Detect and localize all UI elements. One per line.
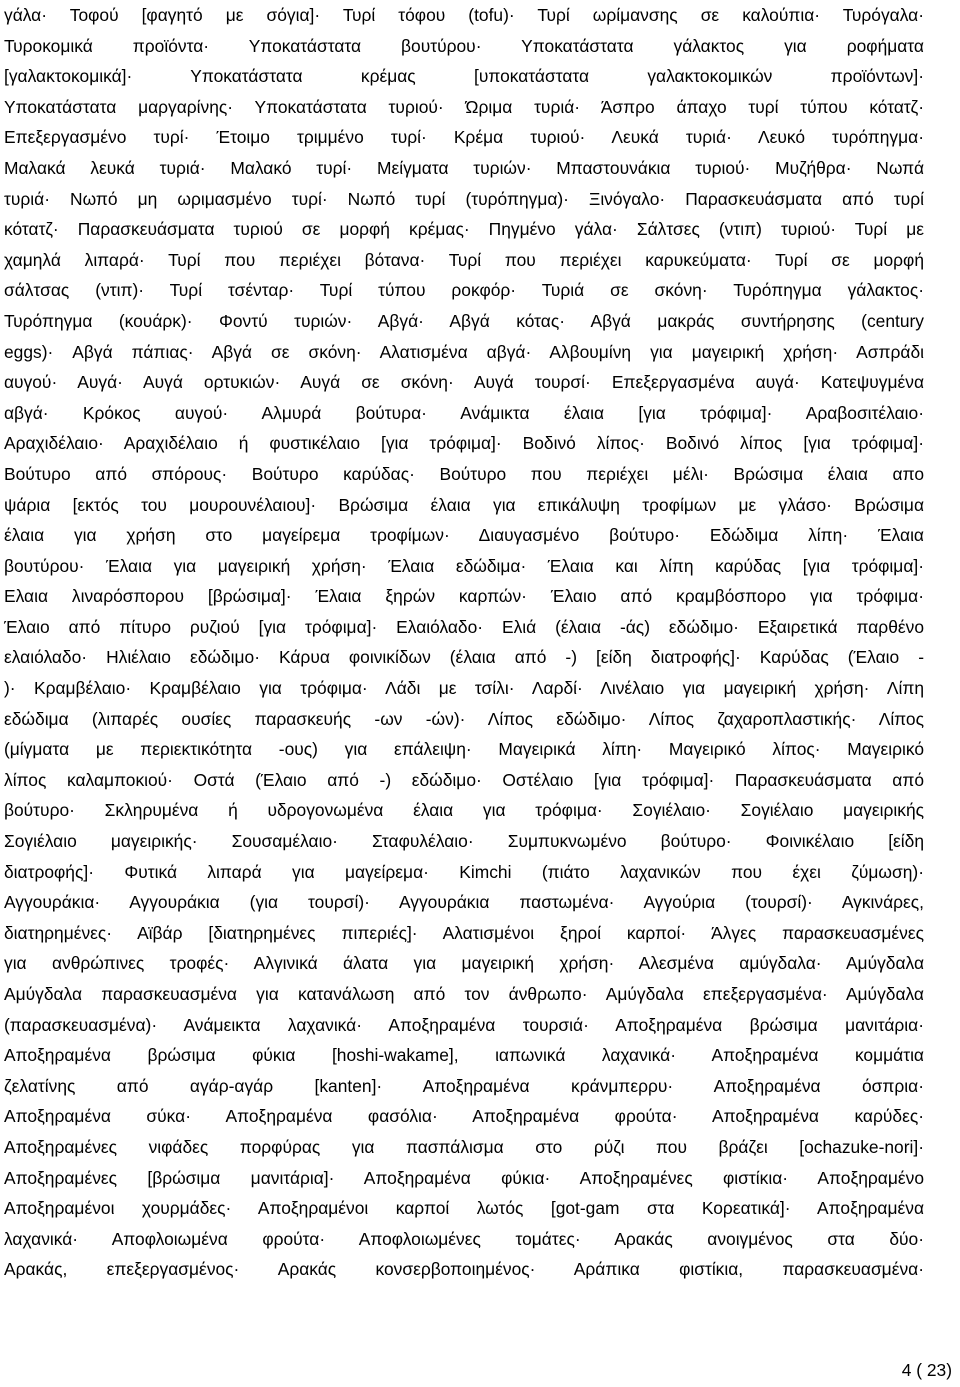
text-line: Αμύγδαλα παρασκευασμένα για κατανάλωση από τον άνθρωπο· Αμύγδαλα επεξεργασμένα· Αμύγδαλα bbox=[4, 984, 924, 1004]
text-line: λαχανικά· Αποφλοιωμένα φρούτα· Αποφλοιωμένες τομάτες· Αρακάς ανοιγμένος στα δύο· bbox=[4, 1228, 924, 1249]
text-line: ζελατίνης από αγάρ-αγάρ [kanten]· Αποξηραμένα κράνμπερρυ· Αποξηραμένα όσπρια· bbox=[4, 1075, 924, 1096]
text-line: έλαια για χρήση στο μαγείρεμα τροφίμων· Διαυγασμένο βούτυρο· Εδώδιμα λίπη· Έλαια bbox=[4, 525, 924, 546]
text-line: Επεξεργασμένο τυρί· Έτοιμο τριμμένο τυρί· Κρέμα τυριού· Λευκά τυριά· Λευκό τυρόπηγμα· bbox=[4, 127, 924, 148]
text-line: [γαλακτοκομικά]· Υποκατάστατα κρέμας [υποκατάστατα γαλακτοκομικών προϊόντων]· bbox=[4, 66, 924, 87]
text-line: αυγού· Αυγά· Αυγά ορτυκιών· Αυγά σε σκόνη· Αυγά τουρσί· Επεξεργασμένα αυγά· Κατεψυγμένα bbox=[4, 372, 924, 393]
text-line: γάλα· Τοφού [φαγητό με σόγια]· Τυρί τόφου (tofu)· Τυρί ωρίμανσης σε καλούπια· Τυρόγαλα· bbox=[4, 5, 924, 25]
text-line: Υποκατάστατα μαργαρίνης· Υποκατάστατα τυριού· Ώριμα τυριά· Άσπρο άπαχο τυρί τύπου κότατζ· bbox=[4, 96, 924, 117]
text-line: τυριά· Νωπό μη ωριμασμένο τυρί· Νωπό τυρί (τυρόπηγμα)· Ξινόγαλο· Παρασκευάσματα από τυρί bbox=[4, 188, 924, 209]
text-line: Σογιέλαιο μαγειρικής· Σουσαμέλαιο· Σταφυλέλαιο· Συμπυκνωμένο βούτυρο· Φοινικέλαιο [είδη bbox=[4, 831, 924, 852]
text-line: ελαιόλαδο· Ηλιέλαιο εδώδιμο· Κάρυα φοινικίδων (έλαια από -) [είδη διατροφής]· Καρύδας (Έλαιο - bbox=[4, 647, 924, 668]
text-line: εδώδιμα (λιπαρές ουσίες παρασκευής -ων -ών)· Λίπος εδώδιμο· Λίπος ζαχαροπλαστικής· Λίπος bbox=[4, 708, 924, 729]
text-line: σάλτσας (ντιπ)· Τυρί τσένταρ· Τυρί τύπου ροκφόρ· Τυριά σε σκόνη· Τυρόπηγμα γάλακτος· bbox=[4, 280, 924, 301]
text-line: Αποξηραμένες [βρώσιμα μανιτάρια]· Αποξηραμένα φύκια· Αποξηραμένες φιστίκια· Αποξηραμένο bbox=[4, 1167, 924, 1188]
text-line: διατροφής]· Φυτικά λιπαρά για μαγείρεμα· Kimchi (πιάτο λαχανικών που έχει ζύμωση)· bbox=[4, 861, 924, 882]
page-number: 4 ( 23) bbox=[901, 1360, 952, 1380]
text-line: Αποξηραμένες νιφάδες πορφύρας για πασπάλισμα στο ρύζι που βράζει [ochazuke-nori]· bbox=[4, 1136, 924, 1157]
text-line: (παρασκευασμένα)· Ανάμεικτα λαχανικά· Αποξηραμένα τουρσιά· Αποξηραμένα βρώσιμα μανιτάρια· bbox=[4, 1014, 924, 1035]
text-line: ψάρια [εκτός του μουρουνέλαιου]· Βρώσιμα έλαια για επικάλυψη τροφίμων με γλάσο· Βρώσιμα bbox=[4, 494, 924, 515]
text-line: βουτύρου· Έλαια για μαγειρική χρήση· Έλαια εδώδιμα· Έλαια και λίπη καρύδας [για τρόφιμα]· bbox=[4, 555, 924, 576]
text-line: χαμηλά λιπαρά· Τυρί που περιέχει βότανα· Τυρί που περιέχει καρυκεύματα· Τυρί σε μορφή bbox=[4, 249, 924, 270]
text-line: Αποξηραμένοι χουρμάδες· Αποξηραμένοι καρποί λωτός [got-gam στα Κορεατικά]· Αποξηραμένα bbox=[4, 1198, 924, 1219]
text-line: λίπος καλαμποκιού· Οστά (Έλαιο από -) εδώδιμο· Οστέλαιο [για τρόφιμα]· Παρασκευάσματα από bbox=[4, 769, 924, 790]
text-line: διατηρημένες· Αϊβάρ [διατηρημένες πιπεριές]· Αλατισμένοι ξηροί καρποί· Άλγες παρασκευασμένες bbox=[4, 922, 924, 943]
text-line: (μίγματα με περιεκτικότητα -ους) για επάλειψη· Μαγειρικά λίπη· Μαγειρικό λίπος· Μαγειρικό bbox=[4, 739, 924, 760]
text-line: eggs)· Αβγά πάπιας· Αβγά σε σκόνη· Αλατισμένα αβγά· Αλβουμίνη για μαγειρική χρήση· Ασπράδι bbox=[4, 341, 924, 362]
text-line: Αποξηραμένα βρώσιμα φύκια [hoshi-wakame], ιαπωνικά λαχανικά· Αποξηραμένα κομμάτια bbox=[4, 1045, 924, 1066]
document-body bbox=[4, 0, 924, 1316]
text-line: βούτυρο· Σκληρυμένα ή υδρογονωμένα έλαια για τρόφιμα· Σογιέλαιο· Σογιέλαιο μαγειρικής bbox=[4, 800, 924, 821]
text-line: Ελαια λιναρόσπορου [βρώσιμα]· Έλαια ξηρών καρπών· Έλαιο από κραμβόσπορο για τρόφιμα· bbox=[4, 586, 924, 607]
text-line: Αρακάς, επεξεργασμένος· Αρακάς κονσερβοποιημένος· Αράπικα φιστίκια, παρασκευασμένα· bbox=[4, 1259, 924, 1280]
text-line: κότατζ· Παρασκευάσματα τυριού σε μορφή κρέμας· Πηγμένο γάλα· Σάλτσες (ντιπ) τυριού· Τυρί με bbox=[4, 219, 924, 240]
text-line: Αραχιδέλαιο· Αραχιδέλαιο ή φυστικέλαιο [για τρόφιμα]· Βοδινό λίπος· Βοδινό λίπος [για τρόφιμα]· bbox=[4, 433, 924, 454]
text-line: για ανθρώπινες τροφές· Αλγινικά άλατα για μαγειρική χρήση· Αλεσμένα αμύγδαλα· Αμύγδαλα bbox=[4, 953, 924, 974]
text-line: )· Κραμβέλαιο· Κραμβέλαιο για τρόφιμα· Λάδι με τσίλι· Λαρδί· Λινέλαιο για μαγειρική χρήση· Λίπη bbox=[4, 678, 924, 699]
text-line: Τυροκομικά προϊόντα· Υποκατάστατα βουτύρου· Υποκατάστατα γάλακτος για ροφήματα bbox=[4, 35, 924, 56]
text-line: Αποξηραμένα σύκα· Αποξηραμένα φασόλια· Αποξηραμένα φρούτα· Αποξηραμένα καρύδες· bbox=[4, 1106, 924, 1127]
text-line: Τυρόπηγμα (κουάρκ)· Φοντύ τυριών· Αβγά· Αβγά κότας· Αβγά μακράς συντήρησης (century bbox=[4, 310, 924, 331]
text-line bbox=[4, 1285, 924, 1316]
text-line: Έλαιο από πίτυρο ρυζιού [για τρόφιμα]· Ελαιόλαδο· Ελιά (έλαια -άς) εδώδιμο· Εξαιρετικά παρθένο bbox=[4, 616, 924, 637]
text-line: Βούτυρο από σπόρους· Βούτυρο καρύδας· Βούτυρο που περιέχει μέλι· Βρώσιμα έλαια απο bbox=[4, 463, 924, 484]
text-line: αβγά· Κρόκος αυγού· Αλμυρά βούτυρα· Ανάμικτα έλαια [για τρόφιμα]· Αραβοσιτέλαιο· bbox=[4, 402, 924, 423]
text-line: Μαλακά λευκά τυριά· Μαλακό τυρί· Μείγματα τυριών· Μπαστουνάκια τυριού· Μυζήθρα· Νωπά bbox=[4, 157, 924, 178]
text-line: Αγγουράκια· Αγγουράκια (για τουρσί)· Αγγουράκια παστωμένα· Αγγούρια (τουρσί)· Αγκινάρες, bbox=[4, 892, 924, 913]
